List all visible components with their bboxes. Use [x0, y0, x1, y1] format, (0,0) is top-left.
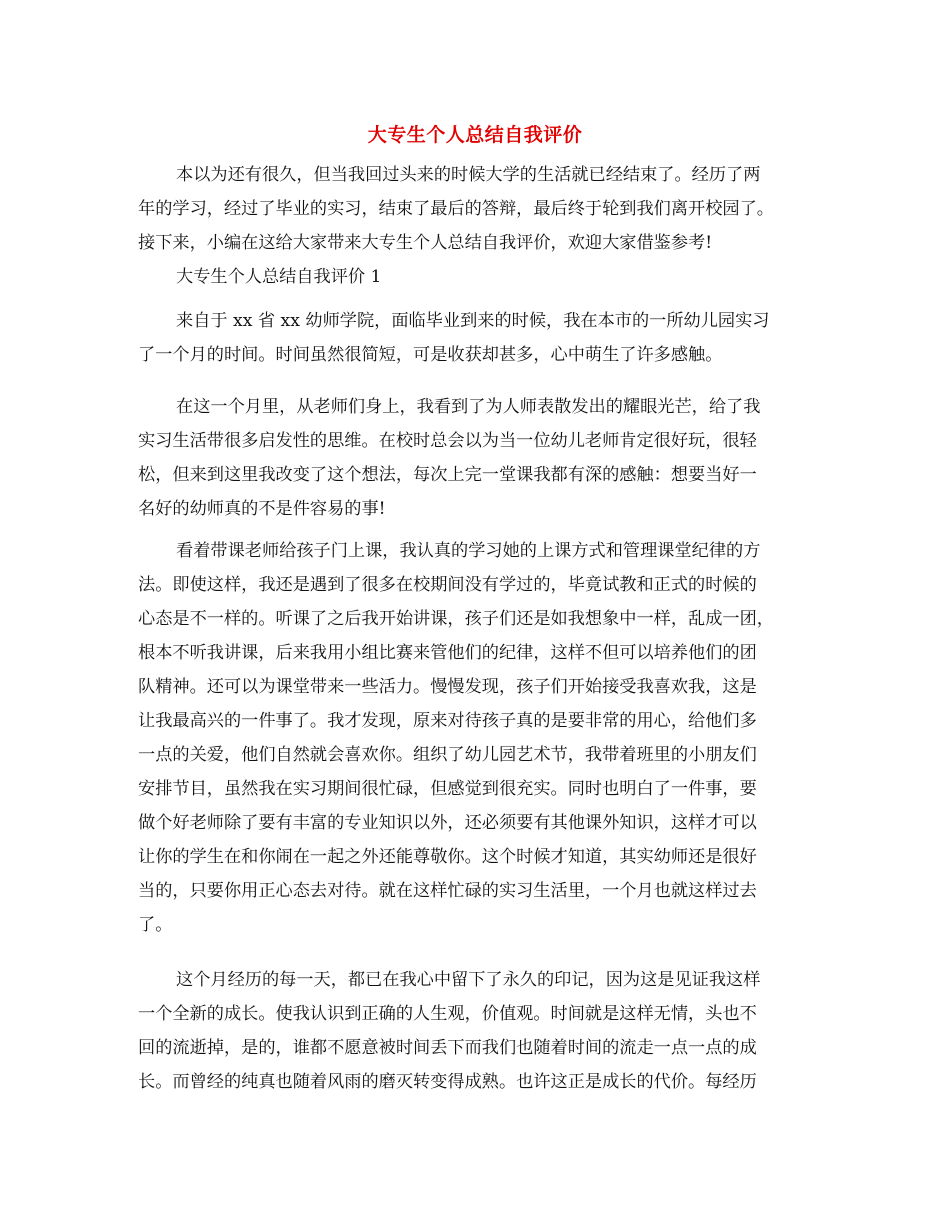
text-line: 看着带课老师给孩子门上课，我认真的学习她的上课方式和管理课堂纪律的方	[176, 541, 761, 561]
text-line: 在这一个月里，从老师们身上，我看到了为人师表散发出的耀眼光芒，给了我	[176, 397, 761, 417]
text-line: 让你的学生在和你闹在一起之外还能尊敬你。这个时候才知道，其实幼师还是很好	[138, 847, 757, 867]
text-line: 一个全新的成长。使我认识到正确的人生观，价值观。时间就是这样无情，头也不	[138, 1004, 757, 1024]
text-line: 一点的关爱，他们自然就会喜欢你。组织了幼儿园艺术节，我带着班里的小朋友们	[138, 745, 757, 765]
text-line: 接下来，小编在这给大家带来大专生个人总结自我评价，欢迎大家借鉴参考!	[138, 233, 713, 253]
text-line: 松，但来到这里我改变了这个想法，每次上完一堂课我都有深的感触：想要当好一	[138, 465, 757, 485]
text-line: 当的，只要你用正心态去对待。就在这样忙碌的实习生活里，一个月也就这样过去	[138, 881, 757, 901]
text-line: 做个好老师除了要有丰富的专业知识以外，还必须要有其他课外知识，这样才可以	[138, 813, 757, 833]
text-line: 实习生活带很多启发性的思维。在校时总会以为当一位幼儿老师肯定很好玩，很轻	[138, 431, 757, 451]
text-line: 回的流逝掉，是的，谁都不愿意被时间丢下而我们也随着时间的流走一点一点的成	[138, 1038, 757, 1058]
text-line: 这个月经历的每一天，都已在我心中留下了永久的印记，因为这是见证我这样	[176, 970, 761, 990]
section-heading: 大专生个人总结自我评价 1	[176, 267, 382, 287]
text-line: 名好的幼师真的不是件容易的事!	[138, 499, 386, 519]
text-line: 安排节目，虽然我在实习期间很忙碌，但感觉到很充实。同时也明白了一件事，要	[138, 779, 757, 799]
text-line: 了一个月的时间。时间虽然很简短，可是收获却甚多，心中萌生了许多感触。	[138, 345, 723, 365]
text-line: 长。而曾经的纯真也随着风雨的磨灭转变得成熟。也许这正是成长的代价。每经历	[138, 1072, 757, 1092]
text-line: 年的学习，经过了毕业的实习，结束了最后的答辩，最后终于轮到我们离开校园了。	[138, 199, 774, 219]
text-line: 法。即使这样，我还是遇到了很多在校期间没有学过的，毕竟试教和正式的时候的	[138, 575, 757, 595]
text-line: 本以为还有很久，但当我回过头来的时候大学的生活就已经结束了。经历了两	[176, 165, 761, 185]
text-line: 心态是不一样的。听课了之后我开始讲课，孩子们还是如我想象中一样，乱成一团，	[138, 609, 774, 629]
text-line: 了。	[138, 915, 173, 935]
page-title: 大专生个人总结自我评价	[367, 124, 583, 146]
text-line: 队精神。还可以为课堂带来一些活力。慢慢发现，孩子们开始接受我喜欢我，这是	[138, 677, 757, 697]
text-line: 根本不听我讲课，后来我用小组比赛来管他们的纪律，这样不但可以培养他们的团	[138, 643, 757, 663]
text-line: 来自于 xx 省 xx 幼师学院，面临毕业到来的时候，我在本市的一所幼儿园实习	[176, 311, 770, 331]
text-line: 让我最高兴的一件事了。我才发现，原来对待孩子真的是要非常的用心，给他们多	[138, 711, 757, 731]
